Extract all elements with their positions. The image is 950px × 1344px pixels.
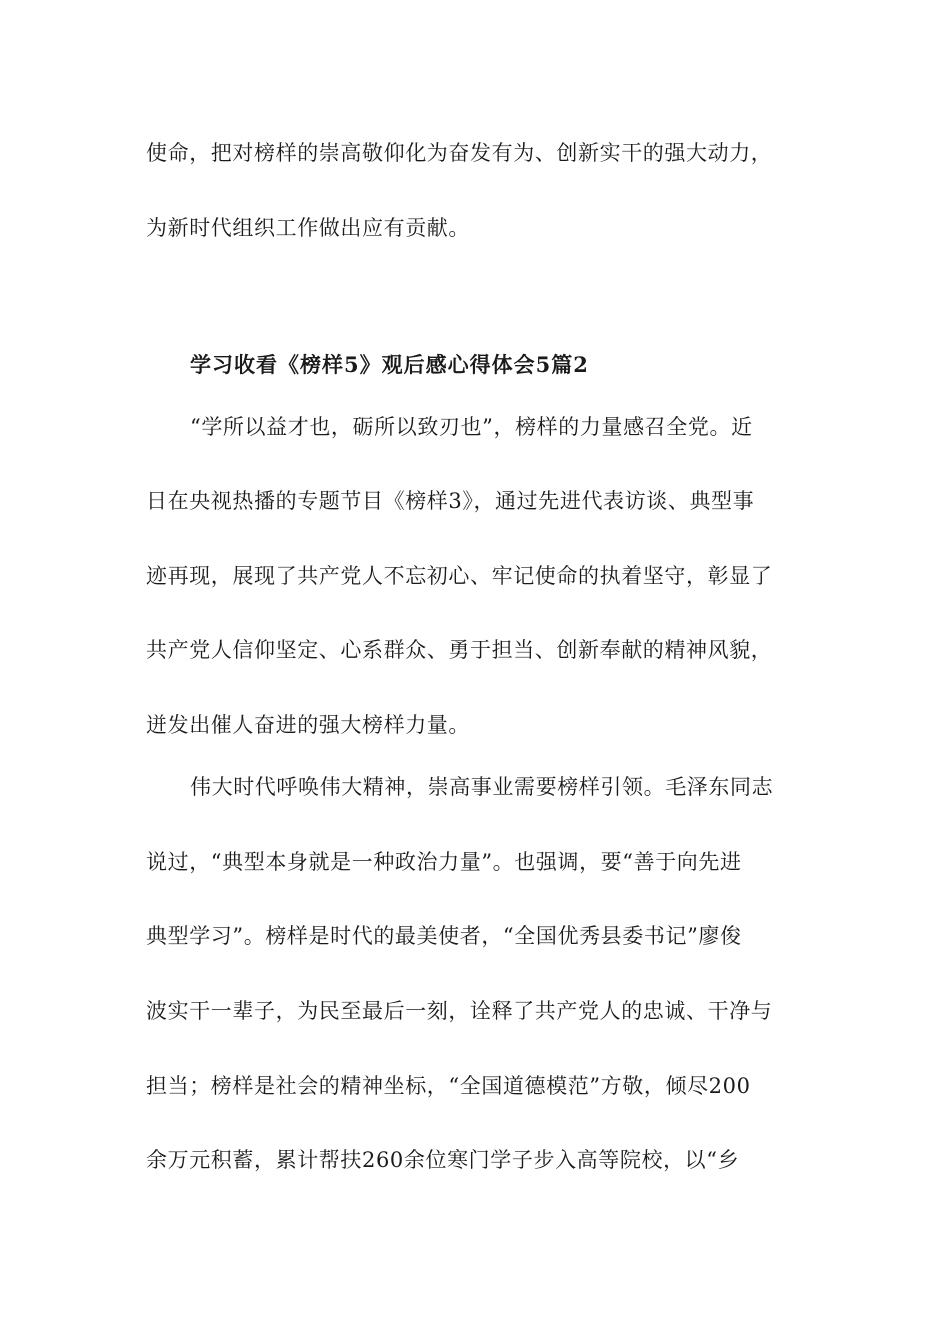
paragraph-line: “学所以益才也，砺所以致刃也”，榜样的力量感召全党。近 <box>190 415 753 439</box>
paragraph-line: 迹再现，展现了共产党人不忘初心、牢记使命的执着坚守，彰显了 <box>146 564 773 588</box>
paragraph-line: 波实干一辈子，为民至最后一刻，诠释了共产党人的忠诚、干净与 <box>146 999 773 1023</box>
paragraph-line: 典型学习”。榜样是时代的最美使者，“全国优秀县委书记”廖俊 <box>146 924 742 948</box>
paragraph-line: 余万元积蓄，累计帮扶260余位寒门学子步入高等院校，以“乡 <box>146 1148 740 1172</box>
paragraph-line: 担当；榜样是社会的精神坐标，“全国道德模范”方敬，倾尽200 <box>146 1074 751 1098</box>
paragraph-line: 说过，“典型本身就是一种政治力量”。也强调，要“善于向先进 <box>146 850 742 874</box>
paragraph-line: 共产党人信仰坚定、心系群众、勇于担当、创新奉献的精神风貌， <box>146 638 773 662</box>
paragraph-line: 日在央视热播的专题节目《榜样3》，通过先进代表访谈、典型事 <box>146 489 755 513</box>
paragraph-line: 使命，把对榜样的崇高敬仰化为奋发有为、创新实干的强大动力， <box>146 141 773 165</box>
paragraph-line: 迸发出催人奋进的强大榜样力量。 <box>146 713 470 737</box>
paragraph-line: 伟大时代呼唤伟大精神，崇高事业需要榜样引领。毛泽东同志 <box>190 775 774 799</box>
paragraph-line: 为新时代组织工作做出应有贡献。 <box>146 216 470 240</box>
section-heading: 学习收看《榜样5》观后感心得体会5篇2 <box>190 352 589 377</box>
